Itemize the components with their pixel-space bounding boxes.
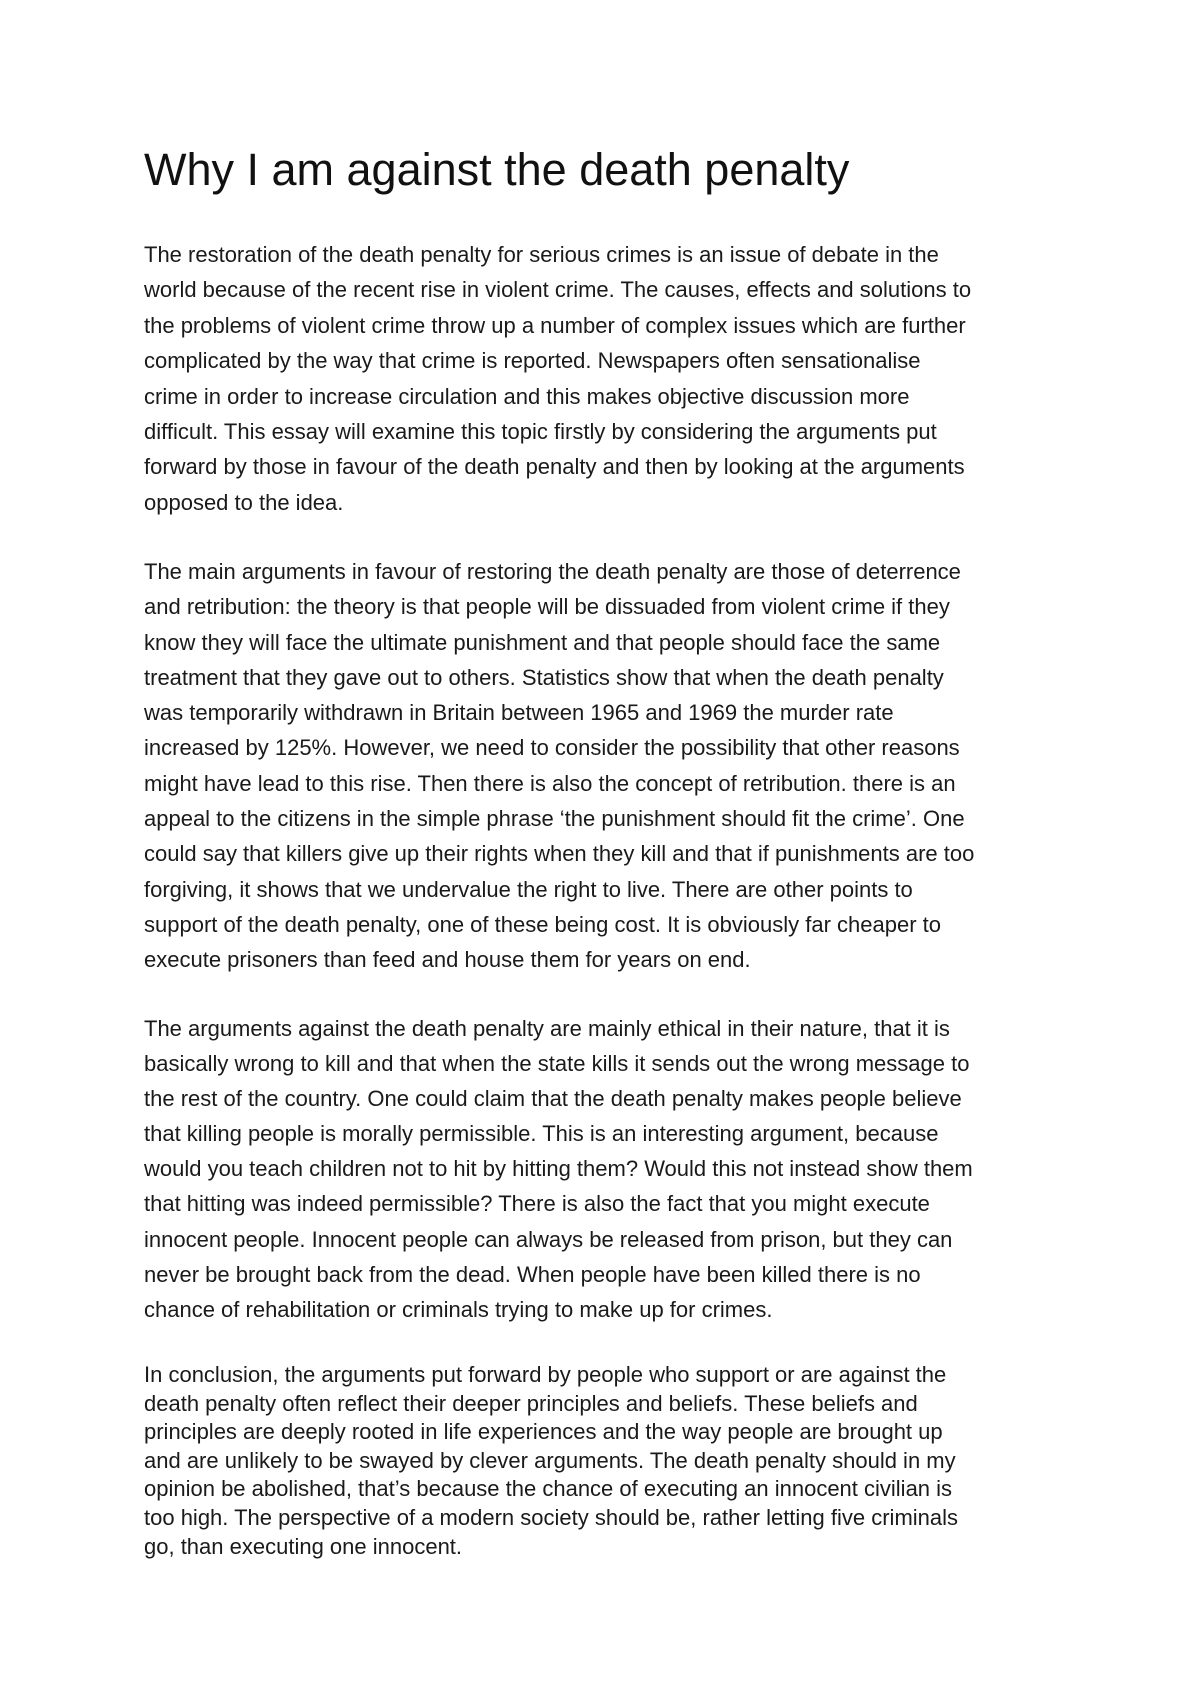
text-line: that hitting was indeed permissible? There is also the fact that you might execute bbox=[144, 1191, 930, 1217]
text-line: chance of rehabilitation or criminals trying to make up for crimes. bbox=[144, 1296, 773, 1322]
text-line: opinion be abolished, that’s because the chance of executing an innocent civilian is bbox=[144, 1476, 953, 1502]
text-line: was temporarily withdrawn in Britain between 1965 and 1969 the murder rate bbox=[144, 700, 894, 726]
text-line: complicated by the way that crime is reported. Newspapers often sensationalise bbox=[144, 348, 921, 374]
text-line: difficult. This essay will examine this topic firstly by considering the arguments put bbox=[144, 419, 937, 445]
document-title: Why I am against the death penalty bbox=[144, 144, 850, 195]
text-line: might have lead to this rise. Then there is also the concept of retribution. there is an bbox=[144, 770, 956, 796]
text-line: increased by 125%. However, we need to consider the possibility that other reasons bbox=[144, 735, 960, 761]
text-line: opposed to the idea. bbox=[144, 489, 344, 515]
text-line: support of the death penalty, one of these being cost. It is obviously far cheaper to bbox=[144, 911, 941, 937]
text-line: forgiving, it shows that we undervalue the right to live. There are other points to bbox=[144, 876, 913, 902]
text-line: basically wrong to kill and that when the state kills it sends out the wrong message to bbox=[144, 1051, 970, 1077]
text-line: The arguments against the death penalty are mainly ethical in their nature, that it is bbox=[144, 1016, 950, 1041]
text-line: would you teach children not to hit by hitting them? Would this not instead show them bbox=[144, 1156, 973, 1182]
text-line: execute prisoners than feed and house them for years on end. bbox=[144, 947, 751, 973]
text-line: too high. The perspective of a modern society should be, rather letting five criminals bbox=[144, 1504, 959, 1530]
text-line: could say that killers give up their rights when they kill and that if punishments are too bbox=[144, 841, 975, 867]
text-line: and retribution: the theory is that people will be dissuaded from violent crime if they bbox=[144, 594, 950, 620]
text-line: The restoration of the death penalty for serious crimes is an issue of debate in the bbox=[144, 242, 939, 267]
text-line: never be brought back from the dead. When people have been killed there is no bbox=[144, 1261, 921, 1287]
paragraph-introduction bbox=[144, 237, 971, 520]
text-line: In conclusion, the arguments put forward by people who support or are against the bbox=[144, 1362, 947, 1387]
text-line: go, than executing one innocent. bbox=[144, 1533, 463, 1559]
text-line: principles are deeply rooted in life experiences and the way people are brought up bbox=[144, 1419, 943, 1445]
text-line: and are unlikely to be swayed by clever arguments. The death penalty should in my bbox=[144, 1447, 956, 1473]
text-line: that killing people is morally permissible. This is an interesting argument, because bbox=[144, 1121, 939, 1147]
text-line: appeal to the citizens in the simple phrase ‘the punishment should fit the crime’. One bbox=[144, 806, 965, 832]
paragraph-conclusion bbox=[144, 1361, 958, 1561]
text-line: The main arguments in favour of restoring the death penalty are those of deterrence bbox=[144, 559, 961, 584]
text-line: innocent people. Innocent people can always be released from prison, but they can bbox=[144, 1226, 953, 1252]
paragraph-arguments-for bbox=[144, 554, 974, 978]
text-line: the rest of the country. One could claim that the death penalty makes people believe bbox=[144, 1086, 962, 1112]
text-line: the problems of violent crime throw up a number of complex issues which are further bbox=[144, 312, 966, 338]
text-line: treatment that they gave out to others. Statistics show that when the death penalty bbox=[144, 664, 944, 690]
text-line: world because of the recent rise in violent crime. The causes, effects and solutions to bbox=[144, 277, 972, 303]
text-line: crime in order to increase circulation and this makes objective discussion more bbox=[144, 383, 910, 409]
text-line: know they will face the ultimate punishment and that people should face the same bbox=[144, 629, 941, 655]
text-line: death penalty often reflect their deeper principles and beliefs. These beliefs and bbox=[144, 1390, 918, 1416]
paragraph-arguments-against bbox=[144, 1011, 973, 1327]
text-line: forward by those in favour of the death penalty and then by looking at the arguments bbox=[144, 454, 965, 480]
